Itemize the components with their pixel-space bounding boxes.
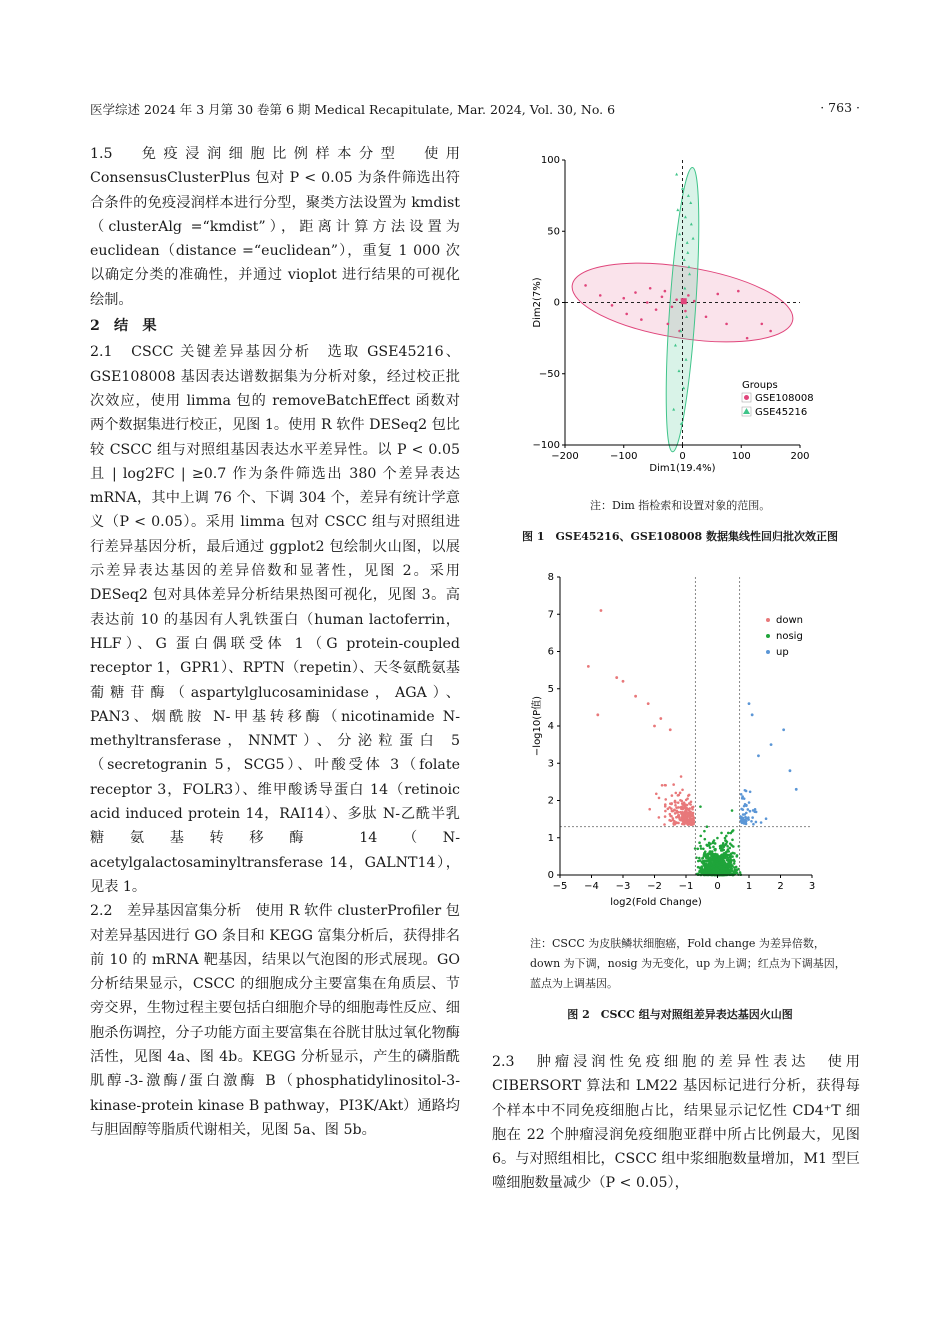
point-down: [600, 609, 603, 612]
point-down: [596, 713, 599, 716]
point-GSE108008: [705, 315, 708, 318]
point-GSE108008: [761, 323, 764, 326]
point-nosig: [698, 871, 701, 874]
point-down: [681, 802, 684, 805]
point-nosig: [699, 835, 702, 838]
results-heading: 2 结 果: [90, 318, 157, 335]
point-nosig: [705, 863, 708, 866]
point-nosig: [708, 864, 711, 867]
point-up: [741, 820, 744, 823]
point-GSE108008: [684, 310, 687, 313]
x-axis-title: log2(Fold Change): [610, 897, 702, 908]
point-nosig: [725, 851, 728, 854]
point-up: [757, 754, 760, 757]
point-down: [681, 823, 684, 826]
point-down: [687, 821, 690, 824]
point-up: [749, 810, 752, 813]
y-tick-label: 4: [547, 721, 554, 732]
right-column: [492, 1050, 860, 1196]
point-down: [674, 792, 677, 795]
point-down: [679, 811, 682, 814]
figure-1-caption: 图 1 GSE45216、GSE108008 数据集线性回归批次效正图: [522, 530, 838, 543]
legend-key-down: [766, 618, 770, 622]
point-GSE108008: [664, 290, 667, 293]
point-nosig: [727, 870, 730, 873]
point-nosig: [721, 855, 724, 858]
point-up: [782, 728, 785, 731]
point-up: [740, 793, 743, 796]
page-number: · 763 ·: [820, 100, 860, 115]
point-GSE45216: [675, 173, 678, 176]
point-GSE108008: [584, 284, 587, 287]
point-GSE45216: [676, 208, 679, 211]
point-nosig: [703, 865, 706, 868]
point-down: [679, 792, 682, 795]
section-2-1: 2.1 CSCC 关键差异基因分析 选取 GSE45216、GSE108008 基因表达谱数据集为分析对象，经过校正批次效应，使用 limma 包的 removeBatchEffect 函数对两个数据集进行校正，见图 1。使用 R 软件 DESeq2 包比较 CSCC 组与对照组基因表达水平差异性。以 P < 0.05 且 | log2FC | ≥0.7 作为条件筛选出 380 个差异表达 mRNA，其中上调 76 个、下调 304 个，差异有统计学意义（P < 0.05）。采用 limma 包对 CSCC 组与对照组进行差异基因分析，最后通过 ggplot2 包绘制火山图，以展示差异表达基因的差异倍数和显著性，见图 2。采用 DESeq2 包对具体差异分析结果热图可视化，见图 3。高表达前 10 的基因有人乳铁蛋白（human lactoferrin，HLF）、G 蛋白偶联受体 1（G protein-coupled receptor 1，GPR1）、RPTN（repetin）、天冬氨酰氨基葡糖苷酶（aspartylglucosaminidase，AGA）、PAN3、烟酰胺 N-甲基转移酶（nicotinamide N-methyltransferase，NNMT）、分泌粒蛋白 5（secretogranin 5，SCG5）、叶酸受体 3（folate receptor 3，FOLR3）、维甲酸诱导蛋白 14（retinoic acid induced protein 14，RAI14）、多肽 N-乙酰半乳糖氨基转移酶 14（N-acetylgalactosaminyltransferase 14，GALNT14），见表 1。: [90, 344, 460, 895]
x-tick-label: −100: [610, 451, 638, 462]
point-down: [671, 794, 674, 797]
point-down: [664, 784, 667, 787]
y-axis-title: −log10(P值): [532, 695, 543, 757]
point-nosig: [730, 852, 733, 855]
point-nosig: [733, 862, 736, 865]
y-tick-label: 8: [547, 572, 554, 583]
point-nosig: [696, 847, 699, 850]
figure-2-note: 注：CSCC 为皮肤鳞状细胞癌，Fold change 为差异倍数，down 为下调，nosig 为无变化，up 为上调；红点为下调基因，蓝点为上调基因。: [530, 937, 846, 990]
point-nosig: [729, 857, 732, 860]
journal-info: 医学综述 2024 年 3 月第 30 卷第 6 期 Medical Recapitulate, Mar. 2024, Vol. 30, No. 6: [90, 102, 616, 117]
point-GSE108008: [675, 298, 678, 301]
point-nosig: [720, 867, 723, 870]
y-tick-label: 100: [540, 155, 560, 166]
point-down: [690, 800, 693, 803]
point-nosig: [706, 844, 709, 847]
point-down: [688, 794, 691, 797]
point-down: [675, 806, 678, 809]
point-down: [655, 792, 658, 795]
point-nosig: [730, 859, 733, 862]
x-tick-label: −2: [647, 881, 662, 892]
point-down: [683, 815, 686, 818]
point-nosig: [716, 837, 719, 840]
x-tick-label: 0: [714, 881, 721, 892]
point-GSE108008: [661, 296, 664, 299]
point-nosig: [712, 870, 715, 873]
point-nosig: [726, 840, 729, 843]
figure-1-note: 注：Dim 指检索和设置对象的范围。: [590, 499, 771, 512]
point-up: [753, 810, 756, 813]
point-nosig: [702, 847, 705, 850]
point-up: [751, 713, 754, 716]
point-down: [622, 680, 625, 683]
section-2-3: 2.3 肿瘤浸润性免疫细胞的差异性表达 使用 CIBERSORT 算法和 LM22 基因标记进行分析，获得每个样本中不同免疫细胞占比，结果显示记忆性 CD4⁺T 细胞在 22 个肿瘤浸润免疫细胞亚群中所占比例最大，见图 6。与对照组相比，CSCC 组中浆细胞数量增加，M1 型巨噬细胞数量减少（P < 0.05），: [492, 1054, 860, 1192]
point-down: [668, 806, 671, 809]
point-down: [677, 801, 680, 804]
point-down: [674, 804, 677, 807]
point-GSE108008: [640, 318, 643, 321]
point-GSE108008: [625, 313, 628, 316]
point-up: [749, 790, 752, 793]
point-nosig: [708, 842, 711, 845]
point-down: [692, 812, 695, 815]
point-down: [659, 717, 662, 720]
point-nosig: [704, 850, 707, 853]
point-down: [681, 813, 684, 816]
point-nosig: [706, 860, 709, 863]
point-down: [675, 822, 678, 825]
point-down: [691, 806, 694, 809]
point-nosig: [717, 869, 720, 872]
point-nosig: [726, 845, 729, 848]
point-down: [658, 816, 661, 819]
point-up: [750, 820, 753, 823]
point-down: [683, 806, 686, 809]
point-nosig: [712, 865, 715, 868]
point-down: [664, 810, 667, 813]
point-GSE108008: [622, 297, 625, 300]
point-down: [653, 725, 656, 728]
point-nosig: [729, 862, 732, 865]
point-down: [658, 797, 661, 800]
point-GSE108008: [611, 304, 614, 307]
point-nosig: [722, 849, 725, 852]
point-nosig: [724, 863, 727, 866]
figure-2-caption: 图 2 CSCC 组与对照组差异表达基因火山图: [567, 1008, 793, 1021]
y-tick-label: 5: [547, 683, 554, 695]
point-nosig: [723, 871, 726, 874]
point-nosig: [704, 853, 707, 856]
point-nosig: [707, 867, 710, 870]
point-up: [745, 805, 748, 808]
running-header: [90, 100, 860, 118]
point-nosig: [699, 805, 702, 808]
point-GSE108008: [737, 290, 740, 293]
point-nosig: [725, 835, 728, 838]
point-nosig: [730, 872, 733, 875]
point-nosig: [713, 848, 716, 851]
y-axis-title: Dim2(7%): [532, 277, 543, 328]
point-nosig: [731, 838, 734, 841]
point-down: [689, 811, 692, 814]
point-down: [663, 823, 666, 826]
point-nosig: [733, 859, 736, 862]
point-nosig: [706, 854, 709, 857]
y-tick-label: 1: [547, 832, 554, 844]
point-down: [669, 813, 672, 816]
y-tick-label: 7: [547, 609, 554, 621]
point-nosig: [697, 866, 700, 869]
point-nosig: [698, 841, 701, 844]
point-nosig: [732, 845, 735, 848]
point-GSE108008: [687, 294, 690, 297]
point-up: [754, 808, 757, 811]
point-down: [661, 784, 664, 787]
legend-label-nosig: nosig: [776, 631, 803, 642]
legend-label-GSE108008: GSE108008: [755, 393, 814, 404]
section-2-2: 2.2 差异基因富集分析 使用 R 软件 clusterProfiler 包对差异基因进行 GO 条目和 KEGG 富集分析后，获得排名前 10 的 mRNA 靶基因，结果以气泡图的形式展现。GO 分析结果显示，CSCC 的细胞成分主要富集在角质层、节旁交界，生物过程主要包括白细胞介导的细胞毒性反应、细胞杀伤调控，分子功能方面主要富集在谷胱甘肽过氧化物酶活性，见图 4a、图 4b。KEGG 分析显示，产生的磷脂酰肌醇-3-激酶/蛋白激酶 B（phosphatidylinositol-3-kinase-protein kinase B pathway，PI3K/Akt）通路均与胆固醇等脂质代谢相关，见图 5a、图 5b。: [90, 903, 460, 1138]
legend-label-up: up: [776, 647, 789, 658]
x-tick-label: −1: [678, 881, 694, 892]
legend-label-down: down: [776, 615, 803, 626]
point-GSE108008: [599, 294, 602, 297]
point-down: [673, 809, 676, 812]
point-down: [674, 801, 677, 804]
point-GSE108008: [746, 337, 749, 340]
point-up: [748, 702, 751, 705]
point-nosig: [718, 872, 721, 875]
point-down: [680, 808, 683, 811]
left-column: [90, 142, 460, 1142]
point-nosig: [701, 857, 704, 860]
point-GSE108008: [671, 305, 674, 308]
point-nosig: [718, 861, 721, 864]
y-tick-label: −100: [532, 440, 560, 451]
point-down: [686, 797, 689, 800]
point-down: [680, 775, 683, 778]
point-nosig: [730, 865, 733, 868]
point-nosig: [736, 854, 739, 857]
point-down: [681, 816, 684, 819]
point-nosig: [720, 845, 723, 848]
point-down: [677, 814, 680, 817]
point-nosig: [698, 857, 701, 860]
legend-key-GSE108008: [744, 395, 749, 400]
point-up: [755, 821, 758, 824]
point-GSE108008: [716, 293, 719, 296]
point-up: [741, 797, 744, 800]
point-up: [765, 817, 768, 820]
point-up: [747, 808, 750, 811]
point-nosig: [709, 853, 712, 856]
point-up: [740, 808, 743, 811]
point-GSE108008: [667, 323, 670, 326]
point-nosig: [712, 842, 715, 845]
point-down: [679, 819, 682, 822]
point-down: [685, 808, 688, 811]
point-nosig: [708, 869, 711, 872]
point-nosig: [720, 832, 723, 835]
point-nosig: [712, 854, 715, 857]
y-tick-label: 3: [547, 758, 554, 770]
point-nosig: [710, 859, 713, 862]
x-tick-label: 0: [679, 451, 686, 462]
point-nosig: [700, 868, 703, 871]
x-tick-label: −200: [551, 451, 579, 462]
point-up: [752, 823, 755, 826]
point-nosig: [718, 857, 721, 860]
point-down: [670, 815, 673, 818]
point-up: [760, 821, 763, 824]
point-down: [664, 798, 667, 801]
point-down: [686, 811, 689, 814]
point-down: [664, 803, 667, 806]
point-down: [671, 810, 674, 813]
y-tick-label: −50: [538, 368, 560, 380]
point-down: [669, 728, 672, 731]
point-down: [648, 808, 651, 811]
point-down: [681, 789, 684, 792]
point-up: [770, 743, 773, 746]
point-down: [688, 818, 691, 821]
x-axis-title: Dim1(19.4%): [649, 463, 716, 474]
y-tick-label: 0: [553, 297, 560, 309]
point-down: [587, 665, 590, 668]
point-nosig: [702, 872, 705, 875]
point-down: [634, 695, 637, 698]
point-down: [679, 799, 682, 802]
legend-label-GSE45216: GSE45216: [755, 407, 808, 418]
point-down: [672, 822, 675, 825]
point-down: [676, 811, 679, 814]
x-tick-label: 2: [777, 881, 784, 892]
section-1-5: 1.5 免疫浸润细胞比例样本分型 使用 ConsensusClusterPlus 包对 P < 0.05 为条件筛选出符合条件的免疫浸润样本进行分型，聚类方法设置为 kmdist（clusterAlg =“kmdist”），距离计算方法设置为 euclidean（distance =“euclidean”），重复 1 000 次以确定分类的准确性，并通过 vioplot 进行结果的可视化绘制。: [90, 146, 460, 308]
point-nosig: [735, 868, 738, 871]
point-down: [668, 819, 671, 822]
point-down: [672, 783, 675, 786]
point-GSE108008: [634, 291, 637, 294]
point-down: [692, 816, 695, 819]
point-nosig: [727, 832, 730, 835]
point-down: [672, 817, 675, 820]
point-GSE108008: [649, 287, 652, 290]
point-down: [670, 802, 673, 805]
point-up: [743, 813, 746, 816]
point-nosig: [702, 860, 705, 863]
point-up: [751, 816, 754, 819]
point-up: [795, 788, 798, 791]
point-up: [789, 769, 792, 772]
point-GSE108008: [655, 308, 658, 311]
point-up: [745, 790, 748, 793]
point-down: [615, 676, 618, 679]
figure-1-pca-plot: [530, 150, 820, 480]
point-GSE108008: [769, 330, 772, 333]
point-nosig: [705, 869, 708, 872]
x-tick-label: −3: [615, 881, 631, 892]
point-GSE108008: [646, 301, 649, 304]
point-nosig: [716, 862, 719, 865]
x-tick-label: −5: [552, 881, 568, 892]
y-tick-label: 2: [547, 795, 554, 807]
point-up: [745, 817, 748, 820]
x-tick-label: −4: [584, 881, 599, 892]
point-nosig: [726, 859, 729, 862]
point-down: [664, 815, 667, 818]
point-down: [677, 794, 680, 797]
center-GSE108008: [681, 298, 687, 304]
x-tick-label: 3: [808, 881, 816, 892]
point-GSE108008: [725, 323, 728, 326]
legend-key-nosig: [766, 634, 770, 638]
point-down: [647, 702, 650, 705]
point-nosig: [704, 838, 707, 841]
point-nosig: [700, 847, 703, 850]
point-nosig: [699, 859, 702, 862]
point-up: [744, 821, 747, 824]
legend-key-up: [766, 650, 770, 654]
point-up: [748, 801, 751, 804]
point-down: [685, 821, 688, 824]
x-tick-label: 200: [790, 451, 810, 462]
point-down: [675, 816, 678, 819]
y-tick-label: 0: [547, 870, 554, 881]
point-nosig: [699, 845, 702, 848]
point-nosig: [709, 846, 712, 849]
point-nosig: [712, 846, 715, 849]
point-down: [691, 823, 694, 826]
point-GSE45216: [681, 187, 684, 190]
point-nosig: [703, 830, 706, 833]
y-tick-label: 6: [547, 646, 554, 658]
point-up: [742, 817, 745, 820]
x-tick-label: 1: [745, 881, 753, 892]
point-nosig: [729, 832, 732, 835]
x-tick-label: 100: [731, 451, 751, 462]
figure-2-volcano-plot: [530, 565, 820, 915]
point-nosig: [731, 809, 734, 812]
y-tick-label: 50: [547, 226, 560, 238]
point-GSE108008: [693, 300, 696, 303]
legend-title: Groups: [742, 380, 778, 391]
